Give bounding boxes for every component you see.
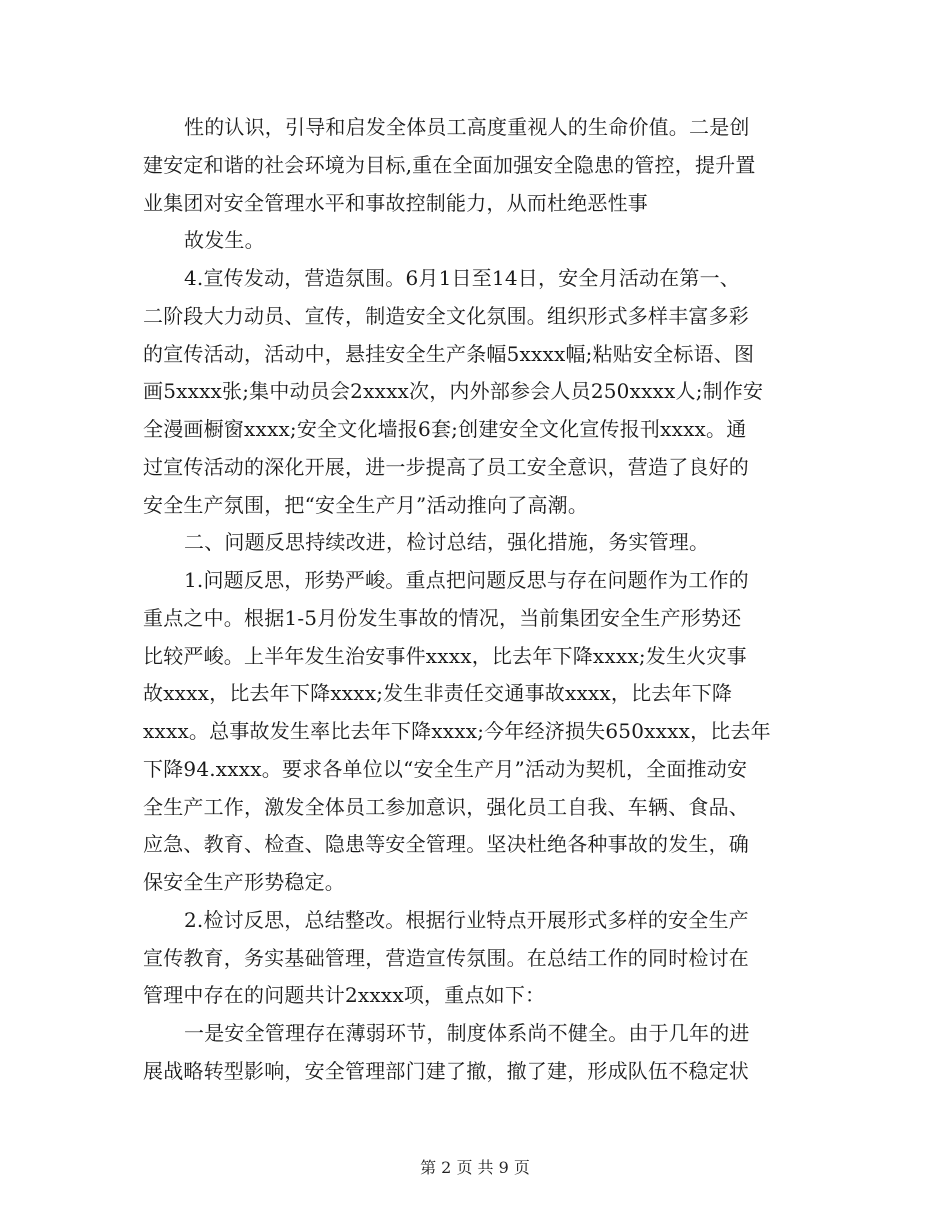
page-footer: 第 2 页 共 9 页 bbox=[420, 1158, 530, 1177]
text-line: 比较严峻。上半年发生治安事件xxxx，比去年下降xxxx;发生火灾事 bbox=[143, 643, 747, 668]
text-line: 4.宣传发动，营造氛围。6月1日至14日，安全月活动在第一、 bbox=[184, 266, 740, 290]
text-line: xxxx。总事故发生率比去年下降xxxx;今年经济损失650xxxx，比去年 bbox=[143, 719, 771, 743]
text-line: 建安定和谐的社会环境为目标,重在全面加强安全隐患的管控，提升置 bbox=[143, 152, 756, 177]
text-line: 的宣传活动，活动中，悬挂安全生产条幅5xxxx幅;粘贴安全标语、图 bbox=[143, 341, 755, 366]
text-line: 一是安全管理存在薄弱环节，制度体系尚不健全。由于几年的进 bbox=[184, 1021, 750, 1045]
text-line: 全漫画橱窗xxxx;安全文化墙报6套;创建安全文化宣传报刊xxxx。通 bbox=[143, 417, 747, 441]
text-line: 过宣传活动的深化开展，进一步提高了员工安全意识，营造了良好的 bbox=[143, 454, 749, 479]
text-line: 宣传教育，务实基础管理，营造宣传氛围。在总结工作的同时检讨在 bbox=[143, 945, 749, 970]
text-line: 画5xxxx张;集中动员会2xxxx次，内外部参会人员250xxxx人;制作安 bbox=[143, 379, 764, 404]
text-line: 下降94.xxxx。要求各单位以“安全生产月”活动为契机，全面推动安 bbox=[143, 756, 748, 781]
text-line: 故xxxx，比去年下降xxxx;发生非责任交通事故xxxx，比去年下降 bbox=[143, 681, 733, 706]
text-line: 保安全生产形势稳定。 bbox=[143, 870, 345, 894]
text-line: 应急、教育、检查、隐患等安全管理。坚决杜绝各种事故的发生，确 bbox=[143, 832, 749, 857]
text-line: 管理中存在的问题共计2xxxx项，重点如下： bbox=[143, 983, 546, 1008]
text-line: 2.检讨反思，总结整改。根据行业特点开展形式多样的安全生产 bbox=[184, 907, 749, 932]
text-line: 性的认识，引导和启发全体员工高度重视人的生命价值。二是创 bbox=[184, 115, 750, 139]
text-line: 故发生。 bbox=[184, 228, 265, 253]
text-line: 1.问题反思，形势严峻。重点把问题反思与存在问题作为工作的 bbox=[184, 568, 749, 592]
text-line: 二阶段大力动员、宣传，制造安全文化氛围。组织形式多样丰富多彩 bbox=[143, 303, 749, 328]
text-line: 全生产工作，激发全体员工参加意识，强化员工自我、车辆、食品、 bbox=[143, 794, 749, 819]
text-line: 业集团对安全管理水平和事故控制能力，从而杜绝恶性事 bbox=[143, 190, 648, 215]
text-line: 二、问题反思持续改进，检讨总结，强化措施，务实管理。 bbox=[184, 530, 710, 555]
text-line: 安全生产氛围，把“安全生产月”活动推向了高潮。 bbox=[143, 492, 589, 517]
text-line: 展战略转型影响，安全管理部门建了撤，撤了建，形成队伍不稳定状 bbox=[143, 1058, 749, 1083]
text-line: 重点之中。根据1-5月份发生事故的情况，当前集团安全生产形势还 bbox=[143, 605, 742, 630]
